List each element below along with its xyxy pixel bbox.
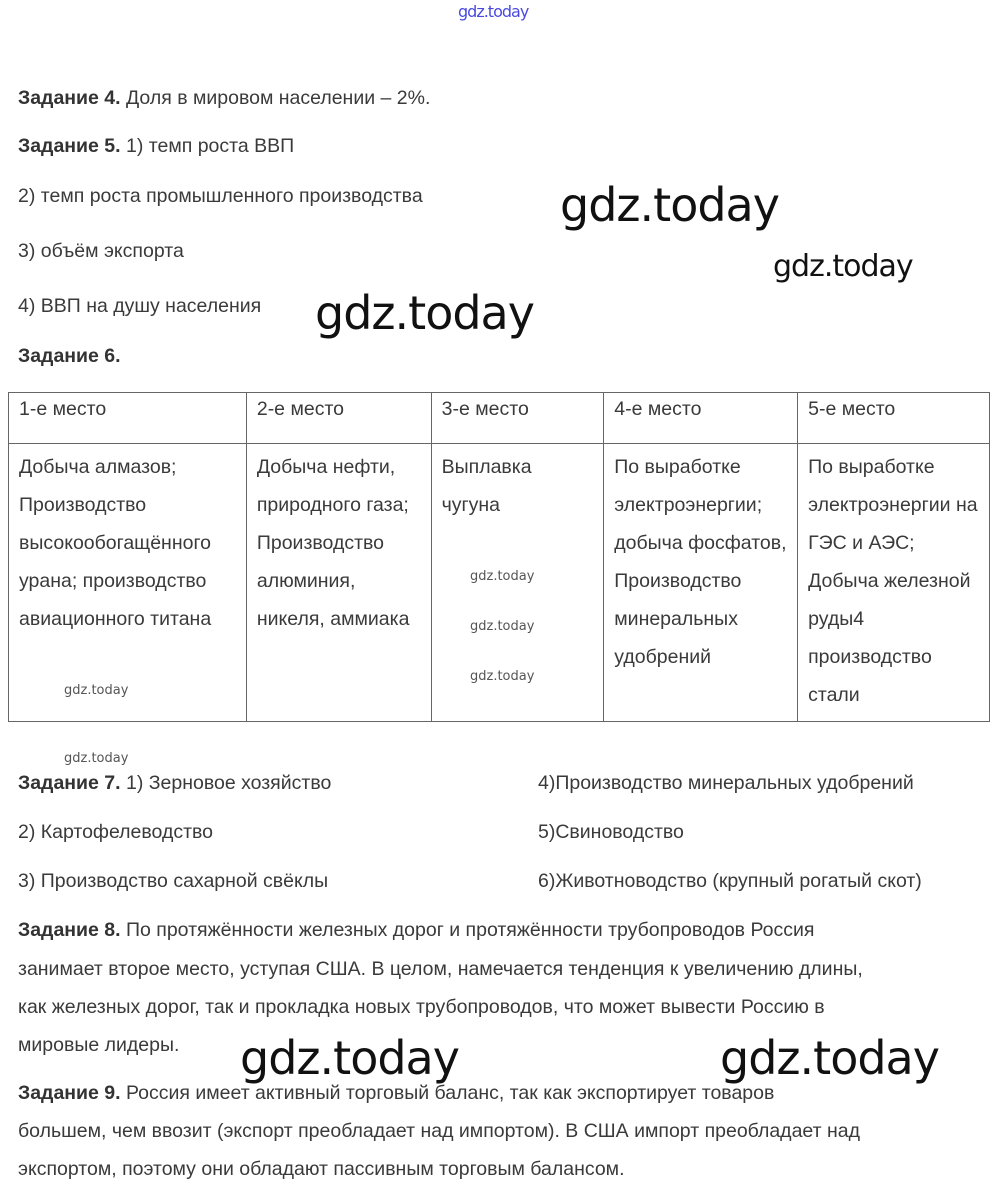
task-text: 1) Зерновое хозяйство <box>126 772 332 794</box>
task-label: Задание 6. <box>18 345 121 367</box>
watermark: gdz.today <box>470 669 535 684</box>
watermark: gdz.today <box>720 1031 939 1085</box>
task-4 <box>18 86 430 110</box>
table-cell: По выработке электроэнергии на ГЭС и АЭС; Добыча железной руды4 производство стали <box>798 444 990 722</box>
task-text: По протяжённости железных дорог и протяжённости трубопроводов Россия <box>126 919 815 941</box>
task-text: занимает второе место, уступая США. В целом, намечается тенденция к увеличению длины, <box>18 958 863 980</box>
watermark: gdz.today <box>64 751 129 766</box>
task-label: Задание 8. <box>18 919 121 941</box>
watermark: gdz.today <box>240 1031 459 1085</box>
task-7-item: 3) Производство сахарной свёклы <box>18 870 329 892</box>
watermark: gdz.today <box>470 619 535 634</box>
watermark: gdz.today <box>773 249 913 284</box>
table-cell: Выплавка чугуна <box>431 444 604 722</box>
task-label: Задание 7. <box>18 772 121 794</box>
task-label: Задание 5. <box>18 135 121 157</box>
table-cell: Добыча алмазов; Производство высокообогащённого урана; производство авиационного титана <box>9 444 247 722</box>
task-text: как железных дорог, так и прокладка новых трубопроводов, что может вывести Россию в <box>18 996 825 1018</box>
task-text: Доля в мировом населении – 2%. <box>126 87 431 109</box>
table-header: 1-е место <box>9 393 247 444</box>
task-7-item: 6)Животноводство (крупный рогатый скот) <box>538 870 922 892</box>
task-7-item: 5)Свиноводство <box>538 821 684 843</box>
table-header-row <box>9 393 990 444</box>
watermark: gdz.today <box>315 286 534 340</box>
task-5-item: 2) темп роста промышленного производства <box>18 185 423 207</box>
task-text: мировые лидеры. <box>18 1034 180 1056</box>
task-label: Задание 4. <box>18 87 121 109</box>
table-header: 3-е место <box>431 393 604 444</box>
task-label: Задание 9. <box>18 1082 121 1104</box>
watermark: gdz.today <box>64 683 129 698</box>
table-header: 2-е место <box>246 393 431 444</box>
task-text: экспортом, поэтому они обладают пассивным торговым балансом. <box>18 1158 625 1180</box>
task-5 <box>18 134 294 158</box>
task-text: 1) темп роста ВВП <box>126 135 295 157</box>
task-7-item: 4)Производство минеральных удобрений <box>538 772 914 794</box>
task-6 <box>18 344 121 368</box>
watermark: gdz.today <box>560 178 779 232</box>
watermark: gdz.today <box>458 2 529 21</box>
task-7 <box>18 771 331 795</box>
task-7-item: 2) Картофелеводство <box>18 821 213 843</box>
task-5-item: 3) объём экспорта <box>18 240 184 262</box>
watermark: gdz.today <box>470 569 535 584</box>
task-text: большем, чем ввозит (экспорт преобладает над импортом). В США импорт преобладает над <box>18 1120 860 1142</box>
table-cell: Добыча нефти, природного газа; Производство алюминия, никеля, аммиака <box>246 444 431 722</box>
task-5-item: 4) ВВП на душу населения <box>18 295 262 317</box>
task-8 <box>18 918 814 942</box>
table-header: 4-е место <box>604 393 798 444</box>
table-header: 5-е место <box>798 393 990 444</box>
table-cell: По выработке электроэнергии; добыча фосфатов, Производство минеральных удобрений <box>604 444 798 722</box>
task-text: Россия имеет активный торговый баланс, так как экспортирует товаров <box>126 1082 775 1104</box>
